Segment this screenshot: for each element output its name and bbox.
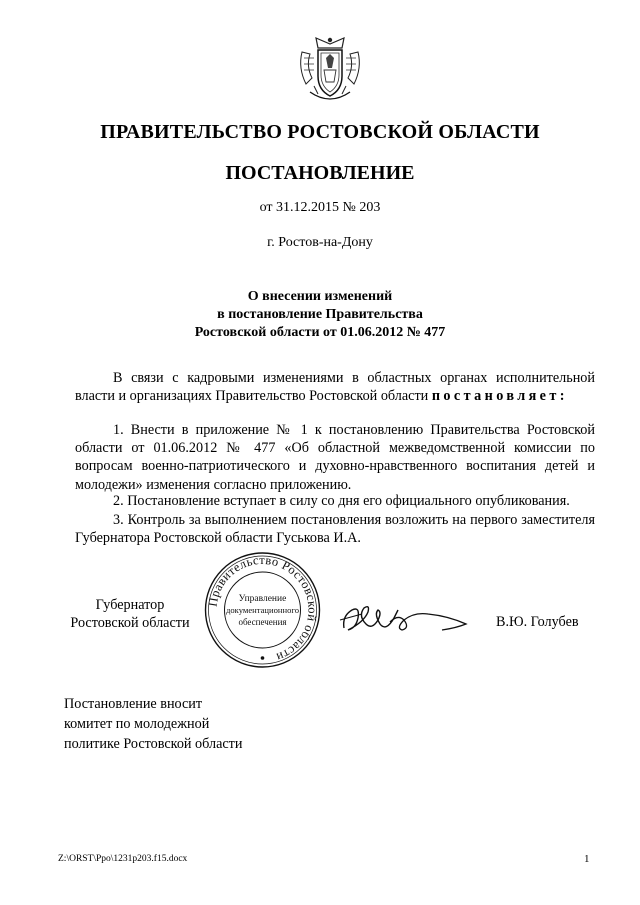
document-subject <box>150 288 490 342</box>
signatory-title <box>60 596 200 632</box>
preamble-paragraph <box>75 369 595 405</box>
preamble-text: В связи с кадровыми изменениями в областных органах исполнительной власти и организациях Правительство Ростовской области <box>75 370 595 405</box>
item-2-paragraph: 2. Постановление вступает в силу со дня его официального опубликования. <box>113 493 570 509</box>
submitted-by-line: Постановление вносит <box>64 696 203 712</box>
handwritten-signature <box>338 594 470 644</box>
signatory-title-line: Ростовской области <box>70 615 190 631</box>
page-number: 1 <box>584 853 590 865</box>
submitted-by-line: комитет по молодежной <box>64 716 210 732</box>
seal-ring-text: Правительство Ростовской области <box>205 552 320 665</box>
document-city: г. Ростов-на-Дону <box>267 235 373 250</box>
seal-center-line: документационного <box>225 605 300 615</box>
signatory-name: В.Ю. Голубев <box>496 614 579 630</box>
seal-center-line: обеспечения <box>238 617 287 627</box>
organization-title: ПРАВИТЕЛЬСТВО РОСТОВСКОЙ ОБЛАСТИ <box>100 121 540 143</box>
document-type: ПОСТАНОВЛЕНИЕ <box>225 162 415 184</box>
seal-center-line: Управление <box>238 594 287 604</box>
submitted-by-line: политике Ростовской области <box>64 736 243 752</box>
subject-line: Ростовской области от 01.06.2012 № 477 <box>194 325 446 340</box>
subject-line: О внесении изменений <box>247 289 393 304</box>
item-1-paragraph: 1. Внести в приложение № 1 к постановлению Правительства Ростовской области от 01.06.2012 № 477 «Об областной межведомственной комиссии по вопросам военно-патриотического и духовно-нравственного воспитания детей и молодежи» изменения согласно приложению. <box>75 422 595 493</box>
submitted-by-note <box>64 694 242 754</box>
file-path: Z:\ORST\Ppo\1231p203.f15.docx <box>58 854 188 864</box>
signatory-title-line: Губернатор <box>95 597 165 613</box>
document-date-number: от 31.12.2015 № 203 <box>259 200 381 215</box>
subject-line: в постановление Правительства <box>217 307 423 322</box>
item-3-paragraph: 3. Контроль за выполнением постановления возложить на первого заместителя Губернатора Ростовской области Гуськова И.А. <box>75 512 595 547</box>
coat-of-arms-icon <box>296 34 364 106</box>
official-seal-icon <box>200 550 325 670</box>
resolves-word: постановляет: <box>431 388 568 405</box>
